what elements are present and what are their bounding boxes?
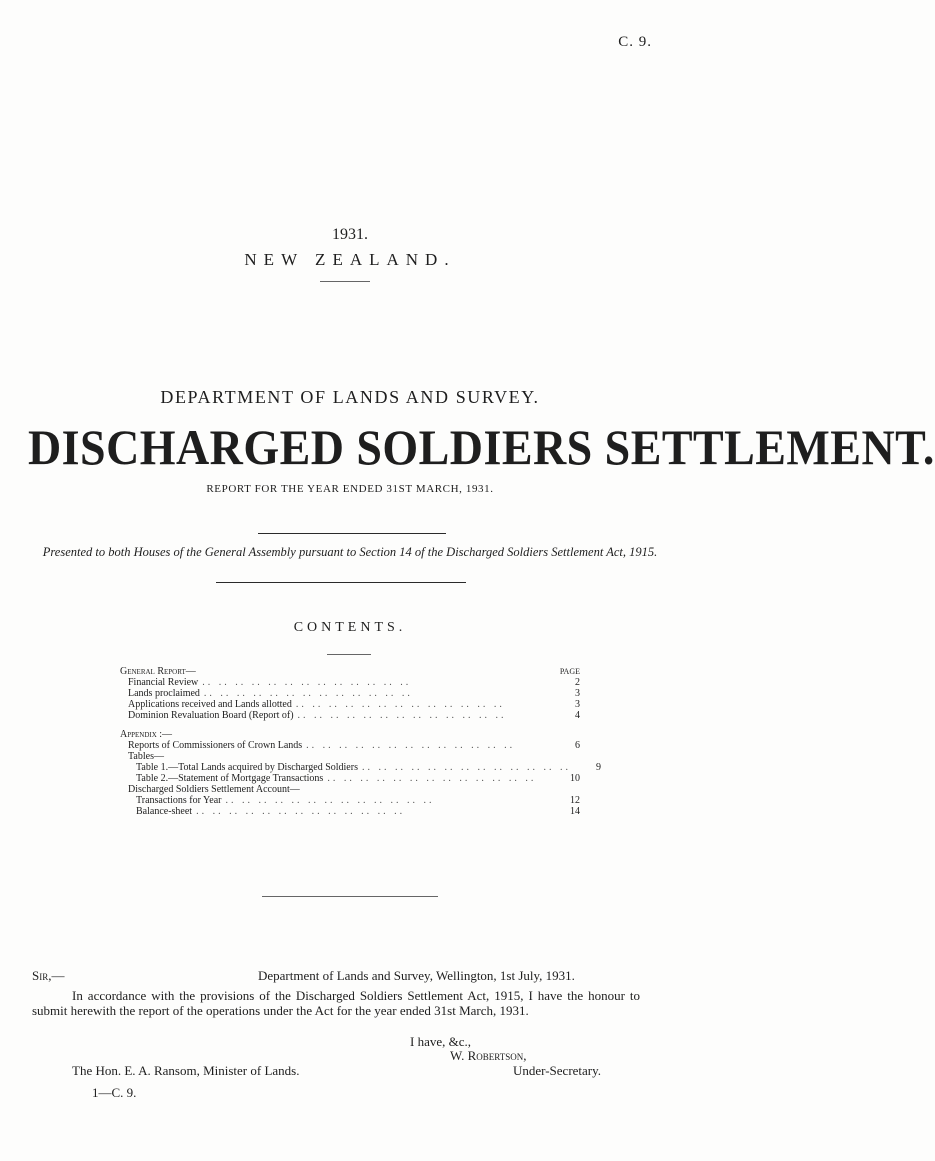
letter-dateline: Department of Lands and Survey, Wellington, 1st July, 1931. — [258, 968, 575, 983]
toc-section-heading: Appendix :— — [120, 729, 173, 740]
toc-row — [120, 666, 580, 677]
signer-title: Under-Secretary. — [513, 1063, 602, 1078]
paper-reference: C. 9. — [618, 34, 652, 50]
contents-heading: CONTENTS. — [293, 620, 407, 635]
toc-row: Lands proclaimed .. .. .. .. .. .. .. .. .. .. .. .. .. 3 — [128, 688, 580, 699]
toc-section-heading: General Report— — [120, 666, 196, 677]
toc-item-page: 9 — [595, 762, 601, 773]
toc-item-label: Transactions for Year — [136, 795, 222, 806]
toc-item-label: Table 1.—Total Lands acquired by Discharged Soldiers — [136, 762, 358, 773]
toc-row: Financial Review .. .. .. .. .. .. .. .. .. .. .. .. .. 2 — [128, 677, 580, 688]
toc-row: Reports of Commissioners of Crown Lands .. .. .. .. .. .. .. .. .. .. .. .. .. 6 — [128, 740, 580, 751]
letter-recipient: The Hon. E. A. Ransom, Minister of Lands. — [72, 1063, 300, 1078]
divider — [320, 281, 370, 282]
toc-item-label: Financial Review — [128, 677, 199, 688]
toc-item-page: 10 — [570, 773, 580, 784]
toc-item-label: Reports of Commissioners of Crown Lands — [128, 740, 303, 751]
divider — [262, 896, 438, 897]
toc-row: Transactions for Year .. .. .. .. .. .. .. .. .. .. .. .. .. 12 — [136, 795, 580, 806]
toc-item-label: Dominion Revaluation Board (Report of) — [128, 710, 294, 721]
toc-row — [120, 729, 580, 740]
divider — [258, 533, 446, 534]
toc-page-label: PAGE — [559, 667, 580, 676]
table-of-contents — [120, 666, 601, 817]
toc-item-page: 2 — [575, 677, 580, 688]
toc-row — [120, 751, 580, 762]
toc-item-page: 3 — [575, 699, 580, 710]
divider — [327, 654, 371, 655]
document-title: DISCHARGED SOLDIERS SETTLEMENT. — [28, 419, 935, 475]
toc-item-page: 3 — [575, 688, 580, 699]
toc-item-page: 12 — [570, 795, 580, 806]
report-subtitle: REPORT FOR THE YEAR ENDED 31ST MARCH, 1931. — [206, 483, 494, 495]
signature-mark: 1—C. 9. — [92, 1085, 137, 1100]
letter-signer: W. Robertson, — [450, 1048, 527, 1063]
toc-item-page: 6 — [575, 740, 580, 751]
toc-row: Applications received and Lands allotted .. .. .. .. .. .. .. .. .. .. .. .. .. 3 — [128, 699, 580, 710]
letter-closing: I have, &c., — [410, 1034, 472, 1049]
presentation-note: Presented to both Houses of the General Assembly pursuant to Section 14 of the Discharged Soldiers Settlement Act, 1915. — [42, 545, 658, 559]
toc-row: Table 1.—Total Lands acquired by Discharged Soldiers .. .. .. .. .. .. .. .. .. .. .. .. .. 9 — [136, 762, 601, 773]
letter-body: In accordance with the provisions of the Discharged Soldiers Settlement Act, 1915, I have the honour to submit herewith the report of the operations under the Act for the year ended 31st March, 1931. — [32, 988, 640, 1018]
department-heading: DEPARTMENT OF LANDS AND SURVEY. — [160, 387, 540, 407]
toc-item-label: Table 2.—Statement of Mortgage Transactions — [136, 773, 324, 784]
toc-item-label: Balance-sheet — [136, 806, 193, 817]
letter-salutation: Sir,— — [32, 968, 65, 983]
toc-row — [120, 784, 580, 795]
divider — [216, 582, 466, 583]
toc-row: Dominion Revaluation Board (Report of) .. .. .. .. .. .. .. .. .. .. .. .. .. 4 — [128, 710, 580, 721]
toc-subheading: Tables— — [128, 751, 164, 762]
toc-item-label: Applications received and Lands allotted — [128, 699, 292, 710]
toc-subheading: Discharged Soldiers Settlement Account— — [128, 784, 300, 795]
toc-row: Table 2.—Statement of Mortgage Transactions .. .. .. .. .. .. .. .. .. .. .. .. .. 10 — [136, 773, 580, 784]
toc-row: Balance-sheet .. .. .. .. .. .. .. .. .. .. .. .. .. 14 — [136, 806, 580, 817]
country-heading: NEW ZEALAND. — [244, 250, 456, 269]
toc-item-page: 14 — [570, 806, 580, 817]
toc-item-page: 4 — [575, 710, 580, 721]
report-year: 1931. — [332, 226, 368, 243]
toc-item-label: Lands proclaimed — [128, 688, 200, 699]
